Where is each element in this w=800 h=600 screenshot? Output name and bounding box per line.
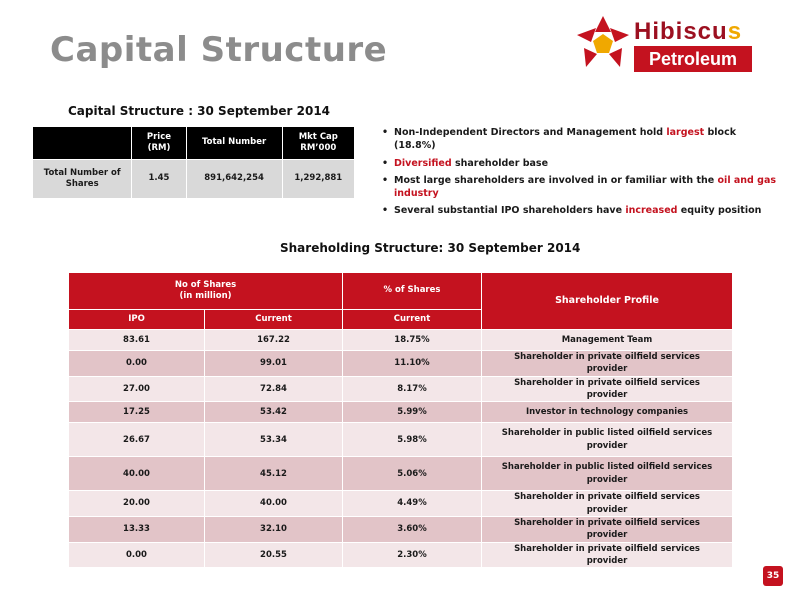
table-row [69, 542, 733, 568]
table-cell-profile: Shareholder in private oilfield services provider [482, 542, 733, 568]
table-cell-pct: 2.30% [343, 542, 482, 568]
table-cell-current: 45.12 [205, 457, 343, 491]
table-cell: 1,292,881 [282, 160, 354, 199]
table-header-cell [33, 127, 132, 160]
table-header-cell: Current [343, 310, 482, 330]
table-cell-pct: 8.17% [343, 376, 482, 402]
table-cell-profile: Shareholder in private oilfield services provider [482, 491, 733, 517]
table-cell-ipo: 17.25 [69, 402, 205, 423]
table-header-row [69, 273, 733, 310]
logo-brand-name: Hibiscus [634, 18, 743, 45]
table-cell-profile: Shareholder in private oilfield services provider [482, 516, 733, 542]
table-cell-ipo: 27.00 [69, 376, 205, 402]
table-cell-pct: 5.99% [343, 402, 482, 423]
table-cell-pct: 18.75% [343, 330, 482, 351]
table-header-cell: Total Number [186, 127, 282, 160]
capital-structure-table [33, 127, 355, 198]
table-header-cell: Current [205, 310, 343, 330]
table-cell-current: 40.00 [205, 491, 343, 517]
table-cell: 1.45 [132, 160, 186, 199]
shareholding-structure-table [68, 272, 733, 568]
table-header-cell: Price (RM) [132, 127, 186, 160]
table-row [69, 330, 733, 351]
table-row-label: Total Number of Shares [33, 160, 132, 199]
bullet-item: • Non-Independent Directors and Management hold largest block (18.8%) [380, 126, 780, 153]
table-cell-current: 72.84 [205, 376, 343, 402]
table-cell-profile: Investor in technology companies [482, 402, 733, 423]
hibiscus-flower-icon [576, 14, 630, 74]
table-cell-ipo: 20.00 [69, 491, 205, 517]
table-cell-current: 167.22 [205, 330, 343, 351]
table-cell-profile: Shareholder in private oilfield services provider [482, 351, 733, 377]
table-cell-current: 99.01 [205, 351, 343, 377]
bullet-item: • Most large shareholders are involved in or familiar with the oil and gas industry [380, 174, 780, 201]
table-cell-ipo: 83.61 [69, 330, 205, 351]
table-row [69, 423, 733, 457]
table-cell-profile: Management Team [482, 330, 733, 351]
table-header-cell: % of Shares [343, 273, 482, 310]
table-row [69, 516, 733, 542]
logo-brand-sub: Petroleum [634, 46, 752, 72]
bullet-item: • Diversified shareholder base [380, 157, 780, 170]
table-cell-current: 20.55 [205, 542, 343, 568]
page-title: Capital Structure [50, 30, 388, 70]
table-cell-pct: 3.60% [343, 516, 482, 542]
table-cell-current: 53.34 [205, 423, 343, 457]
table-header-cell: No of Shares (in million) [69, 273, 343, 310]
table-header-row [33, 127, 355, 160]
capital-structure-caption: Capital Structure : 30 September 2014 [68, 104, 331, 118]
page-number-badge: 35 [763, 566, 783, 586]
key-points-list [380, 126, 780, 222]
table-cell-ipo: 13.33 [69, 516, 205, 542]
table-cell-ipo: 26.67 [69, 423, 205, 457]
table-cell-ipo: 0.00 [69, 351, 205, 377]
table-cell-profile: Shareholder in public listed oilfield services provider [482, 423, 733, 457]
table-header-cell: IPO [69, 310, 205, 330]
table-row [69, 491, 733, 517]
bullet-item: • Several substantial IPO shareholders have increased equity position [380, 204, 780, 217]
table-row [69, 457, 733, 491]
table-row [69, 402, 733, 423]
table-header-cell: Mkt Cap RM’000 [282, 127, 354, 160]
table-cell-pct: 4.49% [343, 491, 482, 517]
table-header-cell: Shareholder Profile [482, 273, 733, 330]
table-row [69, 351, 733, 377]
table-cell-current: 32.10 [205, 516, 343, 542]
table-cell-ipo: 40.00 [69, 457, 205, 491]
table-cell-pct: 11.10% [343, 351, 482, 377]
table-cell: 891,642,254 [186, 160, 282, 199]
table-cell-profile: Shareholder in public listed oilfield services provider [482, 457, 733, 491]
table-cell-pct: 5.06% [343, 457, 482, 491]
table-cell-ipo: 0.00 [69, 542, 205, 568]
table-row [33, 160, 355, 199]
table-cell-profile: Shareholder in private oilfield services provider [482, 376, 733, 402]
table-row [69, 376, 733, 402]
table-cell-current: 53.42 [205, 402, 343, 423]
table-cell-pct: 5.98% [343, 423, 482, 457]
shareholding-structure-caption: Shareholding Structure: 30 September 2014 [280, 241, 581, 255]
company-logo [576, 12, 776, 84]
